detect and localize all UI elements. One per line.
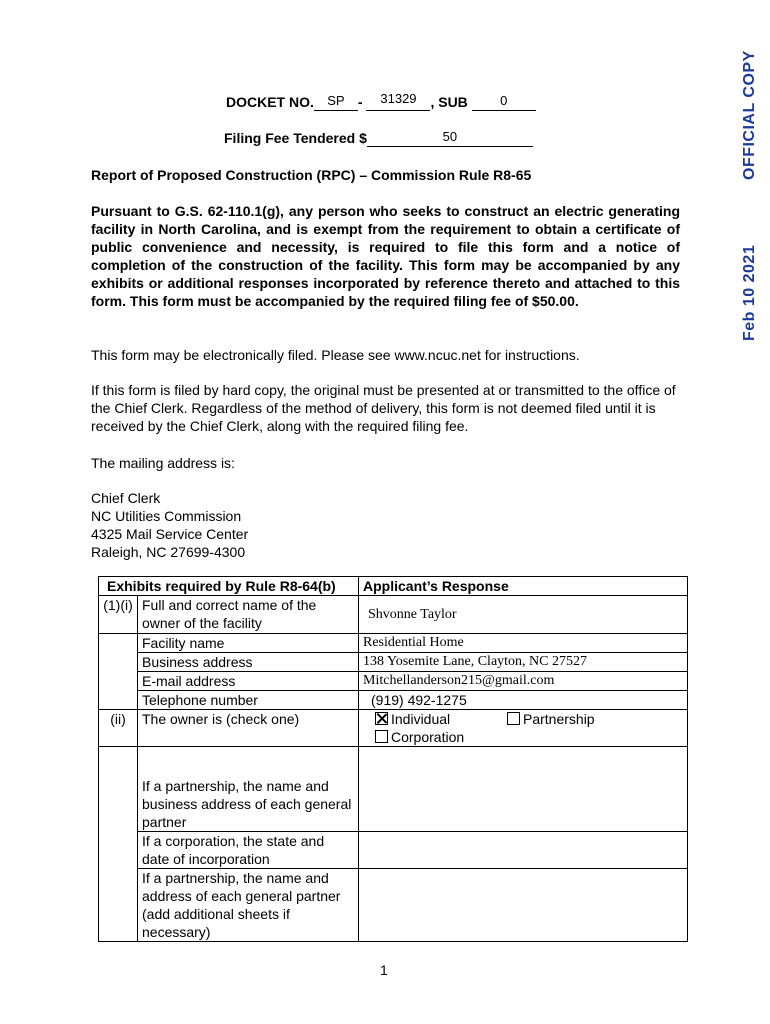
email-label: E-mail address [138, 672, 359, 691]
docket-dash: - [357, 94, 363, 110]
row-number-empty [99, 634, 138, 653]
address-line: 4325 Mail Service Center [91, 526, 249, 542]
facility-name-response[interactable]: Residential Home [359, 634, 688, 653]
docket-prefix: SP [327, 93, 345, 108]
table-row [99, 634, 688, 653]
fee-field[interactable] [367, 130, 533, 147]
filing-fee-line [224, 130, 533, 147]
electronic-filing-note: This form may be electronically filed. Please see www.ncuc.net for instructions. [91, 347, 580, 363]
docket-prefix-field[interactable] [314, 94, 358, 111]
option-partnership-label: Partnership [523, 711, 595, 727]
email-response[interactable]: Mitchellanderson215@gmail.com [359, 672, 688, 691]
row-number: (1)(i) [99, 596, 138, 634]
checkbox-icon[interactable] [507, 712, 520, 725]
business-address-label: Business address [138, 653, 359, 672]
mailing-intro: The mailing address is: [91, 455, 235, 471]
docket-number-field[interactable] [366, 91, 430, 111]
fee-label: Filing Fee Tendered $ [224, 130, 367, 146]
form-title: Report of Proposed Construction (RPC) – Commission Rule R8-65 [91, 167, 532, 183]
docket-number: 31329 [380, 91, 417, 106]
owner-name-label: Full and correct name of the owner of the facility [138, 596, 359, 634]
address-line: NC Utilities Commission [91, 508, 242, 524]
table-header-row [99, 577, 688, 596]
table-row [99, 672, 688, 691]
row-number-empty [99, 691, 138, 710]
option-corporation-label: Corporation [391, 729, 465, 745]
checked-box-icon[interactable] [375, 712, 388, 725]
docket-label: DOCKET NO. [226, 94, 314, 110]
checkbox-icon[interactable] [375, 730, 388, 743]
mailing-address [91, 489, 248, 561]
option-individual-label: Individual [391, 711, 451, 727]
corporation-response[interactable] [359, 832, 688, 869]
phone-label: Telephone number [138, 691, 359, 710]
official-copy-stamp: OFFICIAL COPY [741, 50, 758, 180]
partnership2-label: If a partnership, the name and address of each general partner (add additional sheets if necessary) [138, 869, 359, 942]
table-row [99, 747, 688, 832]
table-row [99, 832, 688, 869]
exhibits-table [98, 576, 688, 942]
address-line: Chief Clerk [91, 490, 161, 506]
exhibits-column-header: Exhibits required by Rule R8-64(b) [99, 577, 359, 596]
sub-value: 0 [500, 93, 508, 108]
row-number-empty [99, 672, 138, 691]
row-number: (ii) [99, 710, 138, 747]
table-row [99, 596, 688, 634]
address-line: Raleigh, NC 27699-4300 [91, 544, 246, 560]
facility-name-label: Facility name [138, 634, 359, 653]
partnership-label: If a partnership, the name and business address of each general partner [138, 747, 359, 832]
partnership-response[interactable] [359, 747, 688, 832]
page-number: 1 [380, 962, 388, 978]
hardcopy-filing-note: If this form is filed by hard copy, the original must be presented at or transmitted to the office of the Chief Clerk. Regardless of the method of delivery, this form is not deemed filed until it is received by the Chief Clerk, along with the required filing fee. [91, 382, 676, 434]
fee-value: 50 [442, 129, 458, 144]
row-number-empty [99, 747, 138, 832]
response-column-header: Applicant’s Response [359, 577, 688, 596]
row-number-empty [99, 869, 138, 942]
table-row [99, 691, 688, 710]
intro-paragraph: Pursuant to G.S. 62-110.1(g), any person who seeks to construct an electric generating facility in North Carolina, and is exempt from the requirement to obtain a certificate of public convenience and necessity, is required to file this form and a notice of completion of the construction of the facility. This form may be accompanied by any exhibits or additional responses incorporated by reference thereto and attached to this form. This form must be accompanied by the required filing fee of $50.00. [91, 203, 680, 309]
sub-label: , SUB [430, 94, 468, 110]
option-corporation[interactable] [375, 728, 683, 746]
corporation-label: If a corporation, the state and date of incorporation [138, 832, 359, 869]
row-number-empty [99, 832, 138, 869]
partnership2-response[interactable] [359, 869, 688, 942]
owner-name-response[interactable]: Shvonne Taylor [359, 596, 688, 634]
docket-line [226, 91, 536, 111]
sub-field[interactable] [472, 94, 536, 111]
option-individual[interactable] [375, 710, 507, 728]
table-row [99, 710, 688, 747]
owner-type-response [359, 710, 688, 747]
phone-response[interactable]: (919) 492-1275 [359, 691, 688, 710]
table-row [99, 869, 688, 942]
business-address-response[interactable]: 138 Yosemite Lane, Clayton, NC 27527 [359, 653, 688, 672]
table-row [99, 653, 688, 672]
filing-date-stamp: Feb 10 2021 [741, 244, 758, 341]
option-partnership[interactable] [507, 710, 595, 728]
row-number-empty [99, 653, 138, 672]
owner-type-label: The owner is (check one) [138, 710, 359, 747]
